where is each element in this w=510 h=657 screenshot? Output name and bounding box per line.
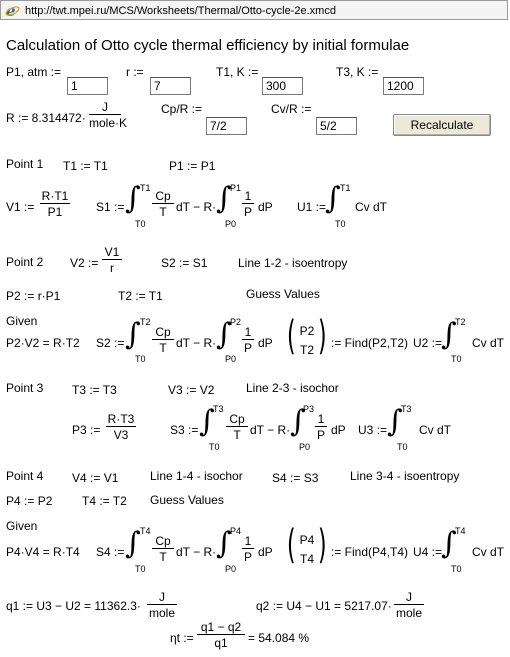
frac-den: mole <box>395 606 422 620</box>
vector-item: P4 <box>299 533 315 547</box>
r-const-label: R := 8.314472· <box>6 111 86 125</box>
point3-heading: Point 3 <box>6 381 44 395</box>
dp: dP <box>258 200 273 214</box>
integral: ∫ <box>216 317 232 352</box>
cv-dt: Cv dT <box>355 200 388 214</box>
frac-num: 1 <box>242 535 254 549</box>
cv-dt: Cv dT <box>472 545 505 559</box>
integral: ∫ <box>325 181 341 216</box>
lower-limit: T0 <box>135 564 146 574</box>
v1-den: P1 <box>47 205 63 219</box>
p4-assign: P4 := P2 <box>6 494 53 508</box>
integral: ∫ <box>441 526 457 561</box>
guess-values-label: Guess Values <box>150 493 224 507</box>
cp-over-t <box>152 190 174 218</box>
lower-limit: T0 <box>397 442 408 452</box>
frac-num: 1 <box>315 413 327 427</box>
frac-num: V1 <box>102 246 122 260</box>
cp-input[interactable]: 7/2 <box>206 117 247 135</box>
frac-num: 1 <box>242 326 254 340</box>
t3-label: T3, K := <box>336 65 379 79</box>
lower-limit: T0 <box>451 564 462 574</box>
cp-label: Cp/R := <box>161 102 203 116</box>
t3-input[interactable]: 1200 <box>383 77 424 95</box>
one-over-p <box>242 190 254 218</box>
units-num: J <box>89 101 121 115</box>
recalculate-button[interactable]: Recalculate <box>393 114 491 136</box>
t4-assign: T4 := T2 <box>82 494 127 508</box>
one-over-p <box>242 535 254 563</box>
frac-num: 1 <box>242 190 254 204</box>
cp-over-t <box>226 413 248 441</box>
v1-fraction <box>40 190 70 218</box>
u3-lhs: U3 := <box>358 423 388 437</box>
right-paren: ) <box>318 522 327 568</box>
p2-assign: P2 := r·P1 <box>6 289 61 303</box>
frac-num: J <box>147 591 177 605</box>
dt-minus-r: dT − R· <box>176 200 217 214</box>
r-input[interactable]: 7 <box>150 77 191 95</box>
integral: ∫ <box>441 317 457 352</box>
v4-assign: V4 := V1 <box>72 471 119 485</box>
cv-dt: Cv dT <box>472 336 505 350</box>
upper-limit: T2 <box>140 317 151 327</box>
integral: ∫ <box>125 317 141 352</box>
v1-num: R·T1 <box>41 189 69 203</box>
u4-lhs: U4 := <box>413 545 443 559</box>
t2-assign: T2 := T1 <box>118 289 163 303</box>
left-paren: ( <box>287 522 296 568</box>
q1-units <box>147 591 177 619</box>
u1-lhs: U1 := <box>297 200 327 214</box>
find-call: := Find(P2,T2) <box>331 336 409 350</box>
s4-lhs: S4 := <box>96 545 125 559</box>
one-over-p <box>315 413 327 441</box>
t1-input[interactable]: 300 <box>262 77 303 95</box>
lower-limit: P0 <box>225 564 237 574</box>
vector-item: T2 <box>299 343 314 357</box>
p3-lhs: P3 := <box>72 423 101 437</box>
v2-fraction <box>102 246 122 274</box>
dt-minus-r: dT − R· <box>176 336 217 350</box>
given-label: Given <box>6 314 38 328</box>
cv-dt: Cv dT <box>419 423 452 437</box>
p1-assign: P1 := P1 <box>169 159 216 173</box>
dp: dP <box>258 336 273 350</box>
frac-den: V3 <box>113 428 129 442</box>
frac-den: P <box>243 341 252 355</box>
p3-fraction <box>106 413 136 441</box>
integral: ∫ <box>387 404 403 439</box>
guess-values-label: Guess Values <box>246 287 320 301</box>
v3-assign: V3 := V2 <box>168 383 215 397</box>
upper-limit: P2 <box>230 317 242 327</box>
integral: ∫ <box>290 404 306 439</box>
upper-limit: T1 <box>140 183 151 193</box>
dp: dP <box>258 545 273 559</box>
address-bar[interactable] <box>0 0 508 20</box>
frac-den: P <box>243 205 252 219</box>
s2-assign: S2 := S1 <box>161 256 208 270</box>
upper-limit: T1 <box>340 183 351 193</box>
one-over-p <box>242 326 254 354</box>
frac-num: Cp <box>152 326 174 340</box>
upper-limit: P1 <box>230 183 242 193</box>
frac-den: T <box>159 550 167 564</box>
upper-limit: T4 <box>455 526 466 536</box>
upper-limit: T2 <box>455 317 466 327</box>
lower-limit: P0 <box>225 219 237 229</box>
units-den: mole·K <box>89 116 128 130</box>
cp-over-t <box>152 535 174 563</box>
frac-den: q1 <box>214 636 228 650</box>
p1-input[interactable]: 1 <box>67 77 108 95</box>
lower-limit: T0 <box>209 442 220 452</box>
lower-limit: P0 <box>299 442 311 452</box>
dt-minus-r: dT − R· <box>176 545 217 559</box>
frac-den: T <box>159 205 167 219</box>
frac-num: Cp <box>226 413 248 427</box>
frac-num: Cp <box>152 535 174 549</box>
frac-den: r <box>110 261 114 275</box>
state-equation: P2·V2 = R·T2 <box>6 336 80 350</box>
integral: ∫ <box>216 526 232 561</box>
upper-limit: T3 <box>213 404 224 414</box>
integral: ∫ <box>125 181 141 216</box>
s1-lhs: S1 := <box>96 200 125 214</box>
upper-limit: P4 <box>230 526 242 536</box>
frac-num: R·T3 <box>107 412 135 426</box>
lower-limit: T0 <box>335 219 346 229</box>
url-text: http://twt.mpei.ru/MCS/Worksheets/Thermal/Otto-cycle-2e.xmcd <box>25 5 336 17</box>
u2-lhs: U2 := <box>413 336 443 350</box>
s2-lhs: S2 := <box>96 336 125 350</box>
s4-assign: S4 := S3 <box>272 471 319 485</box>
given-label: Given <box>6 519 38 533</box>
point1-heading: Point 1 <box>6 157 44 171</box>
point2-heading: Point 2 <box>6 255 44 269</box>
frac-num: q1 − q2 <box>197 621 245 635</box>
q2-units <box>394 591 424 619</box>
point4-heading: Point 4 <box>6 469 44 483</box>
page-title: Calculation of Otto cycle thermal efficiency by initial formulae <box>6 37 410 54</box>
eta-lhs: ηt := <box>170 631 194 645</box>
t1-label: T1, K := <box>216 65 259 79</box>
vector-item: P2 <box>299 324 315 338</box>
v2-lhs: V2 := <box>70 256 99 270</box>
state-equation: P4·V4 = R·T4 <box>6 545 80 559</box>
svg-text:e: e <box>6 3 16 18</box>
v1-lhs: V1 := <box>6 200 35 214</box>
cp-over-t <box>152 326 174 354</box>
upper-limit: T4 <box>140 526 151 536</box>
p1-label: P1, atm := <box>6 65 62 79</box>
line23-label: Line 2-3 - isochor <box>246 381 339 395</box>
q2-result: q2 := U4 − U1 = 5217.07· <box>256 599 392 613</box>
q1-result: q1 := U3 − U2 = 11362.3· <box>6 599 141 613</box>
frac-num: J <box>394 591 424 605</box>
cv-label: Cv/R := <box>271 102 312 116</box>
frac-den: mole <box>148 606 175 620</box>
eta-fraction <box>197 621 245 649</box>
find-vector <box>296 534 318 565</box>
dp: dP <box>331 423 346 437</box>
upper-limit: P3 <box>303 404 315 414</box>
line12-label: Line 1-2 - isoentropy <box>238 256 348 270</box>
lower-limit: T0 <box>135 219 146 229</box>
find-call: := Find(P4,T4) <box>331 545 409 559</box>
lower-limit: T0 <box>451 354 462 364</box>
dt-minus-r: dT − R· <box>250 423 291 437</box>
frac-den: P <box>243 550 252 564</box>
lower-limit: P0 <box>225 354 237 364</box>
frac-den: T <box>159 341 167 355</box>
integral: ∫ <box>216 181 232 216</box>
right-paren: ) <box>318 313 327 359</box>
frac-num: Cp <box>152 190 174 204</box>
eta-value: = 54.084 % <box>248 631 310 645</box>
integral: ∫ <box>199 404 215 439</box>
frac-den: P <box>316 428 325 442</box>
r-const-units <box>89 100 128 130</box>
left-paren: ( <box>287 313 296 359</box>
t1-assign: T1 := T1 <box>63 159 108 173</box>
find-vector <box>296 325 318 356</box>
line34-label: Line 3-4 - isoentropy <box>350 469 460 483</box>
lower-limit: T0 <box>135 354 146 364</box>
cv-input[interactable]: 5/2 <box>316 117 357 135</box>
upper-limit: T3 <box>401 404 412 414</box>
ie-icon <box>5 3 20 18</box>
vector-item: T4 <box>299 552 314 566</box>
r-label: r := <box>126 65 144 79</box>
t3-assign: T3 := T3 <box>72 383 117 397</box>
line14-label: Line 1-4 - isochor <box>150 469 243 483</box>
s3-lhs: S3 := <box>170 423 199 437</box>
frac-den: T <box>233 428 241 442</box>
integral: ∫ <box>125 526 141 561</box>
